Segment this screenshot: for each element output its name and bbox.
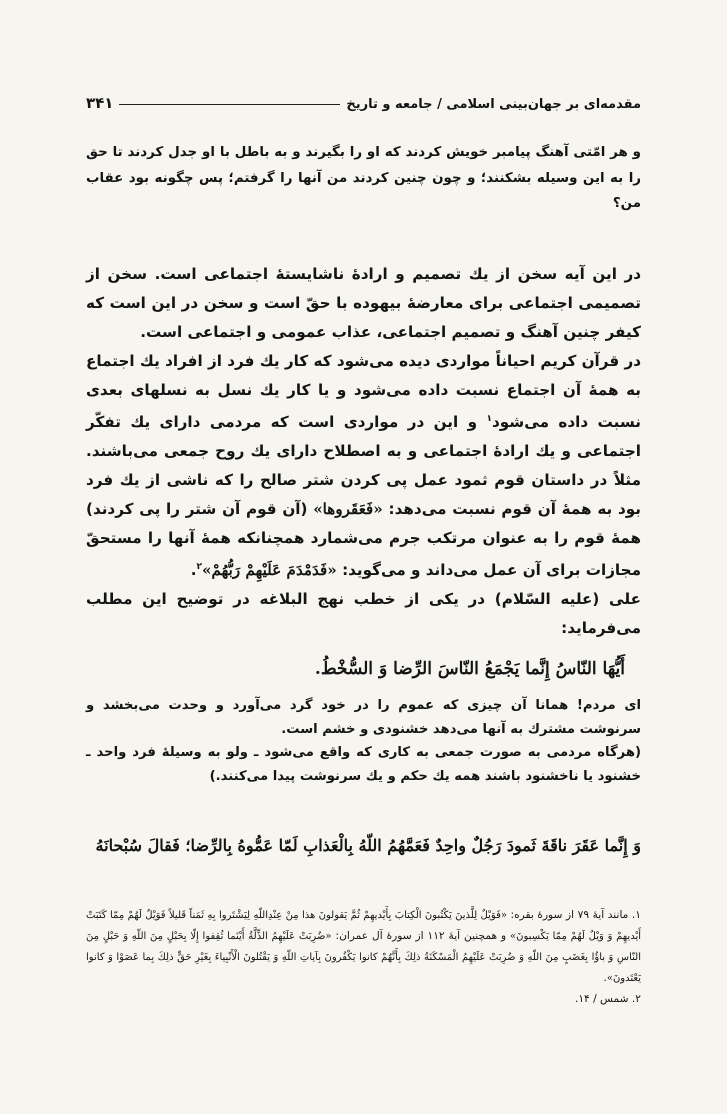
footnote-1-arabic-b: «ضُرِبَتْ عَلَیْهِمُ الذِّلَّةُ أَیْنَما ثُقِفوا إِلّا بِحَبْلٍ مِنَ اللّهِ وَ حَبْلٍ مِنَ النّاسِ وَ باؤُا بِغَضَبٍ مِنَ اللّهِ وَ ضُرِبَتْ عَلَیْهِمُ الْمَسْکَنَةُ ذلِكَ بِأَنَّهُمْ کانوا یَکْفُرونَ بِآیاتِ اللّهِ وَ یَقْتُلونَ الْأَنْبِیاءَ بِغَیْرِ حَقٍّ ذلِكَ بِما عَصَوْا وَ کانوا یَعْتَدونَ» [86,931,641,984]
paragraph-2-part4: . [190,561,197,580]
paragraph-2-part2: و این در مواردی است که مردمی دارای یك تفکّر اجتماعی و یك ارادهٔ اجتماعی و به اصطلاح دارای یك روح جمعی می‌باشند. مثلاً در داستان قوم ثمود عمل پی کردن شتر صالح را که ناشی از یك فرد بود به همهٔ آن قوم نسبت می‌دهد: [86,413,641,519]
hadith-translation-1: ای مردم! همانا آن چیزی که عموم را در خود گرد می‌آورد و وحدت می‌بخشد و سرنوشت مشترك به آنها می‌دهد خشنودی و خشم است. [86,698,641,737]
main-text [86,260,641,788]
page-header [86,86,641,112]
paragraph-3: علی (علیه السّلام) در یکی از خطب نهج البلاغه در توضیح این مطلب می‌فرماید: [86,590,641,638]
footnote-2: ۲. شمس / ۱۴. [574,993,641,1005]
quran-quote-2: «فَدَمْدَمَ عَلَیْهِمْ رَبُّهُمْ» [202,561,337,580]
quote-translation: و هر امّتی آهنگ پیامبر خویش کردند که او را بگیرند و به باطل با او جدل کردند تا حق را به این وسیله بشکنند؛ و چون چنین کردند من آنها را گرفتم؛ پس چگونه بود عقاب من؟ [86,145,641,211]
header-rule [119,104,340,105]
footnote-1-end: . [603,972,607,984]
hadith-translation-2: (هرگاه مردمی به صورت جمعی به کاری که واقع می‌شود ـ ولو به وسیلهٔ فرد واحد ـ خشنود یا ناخشنود باشند همه یك حکم و یك سرنوشت پیدا می‌کنند.) [86,745,641,784]
footnotes [86,905,641,1009]
paragraph-1: در این آیه سخن از یك تصمیم و ارادهٔ ناشایستهٔ اجتماعی است. سخن از تصمیمی اجتماعی برای معارضهٔ بیهوده با حقّ است و سخن در این است که کیفر چنین آهنگ و تصمیم اجتماعی، عذاب عمومی و اجتماعی است. [86,265,641,341]
footnote-ref-2[interactable]: ۲ [196,562,203,573]
paragraph-2 [86,347,641,585]
paragraph-2-part3: (آن قوم آن شتر را پی کردند) همهٔ قوم را به عنوان مرتکب جرم می‌شمارد همچنانکه همهٔ آنها را مستحقّ مجازات برای آن عمل می‌داند و می‌گوید: [86,500,641,580]
hadith-arabic: أَیُّهَا النّاسُ إِنَّما یَجْمَعُ النّاسَ الرِّضا وَ السُّخْطُ. [314,659,625,680]
footnote-1-lead: ۱. مانند آیهٔ ۷۹ از سورهٔ بقره: [506,909,641,921]
footnote-1-arabic-a: «فَوَیْلٌ لِلَّذینَ یَکْتُبونَ الْکِتابَ بِأَیْدیهِمْ ثُمَّ یَقولونَ هذا مِنْ عِنْدِاللّهِ لِیَشْتَروا بِهِ ثَمَناً قَلیلاً فَوَیْلٌ لَهُمْ مِمّا کَتَبَتْ أَیْدیهِمْ وَ وَیْلٌ لَهُمْ مِمّا یَکْسِبونَ» [86,910,642,942]
paragraph-2-part1: در قرآن کریم احیاناً مواردی دیده می‌شود که کار یك فرد از افراد یك اجتماع به همهٔ آن اجتماع نسبت داده می‌شود و یا کار یك نسل به نسلهای بعدی نسبت داده می‌شود [86,352,641,432]
footnote-1-mid: و همچنین آیهٔ ۱۱۲ از سورهٔ آل عمران: [331,930,511,942]
quran-quote-1: «فَعَقَروها» [313,500,383,519]
footnote-ref-1[interactable]: ۱ [486,414,492,424]
running-title: مقدمه‌ای بر جهان‌بینی اسلامی / جامعه و تاریخ [346,97,641,112]
hadith-arabic-2: وَ إِنَّما عَقَرَ ناقَةَ ثَمودَ رَجُلٌ واحِدٌ فَعَمَّهُمُ اللّهُ بِالْعَذابِ لَمّا عَمُّوهُ بِالرِّضا؛ فَقالَ سُبْحانَهُ [95,836,641,855]
quote-translation-block [86,140,641,217]
page-number: ۳۴۱ [86,94,114,112]
footnote-1 [86,905,641,989]
